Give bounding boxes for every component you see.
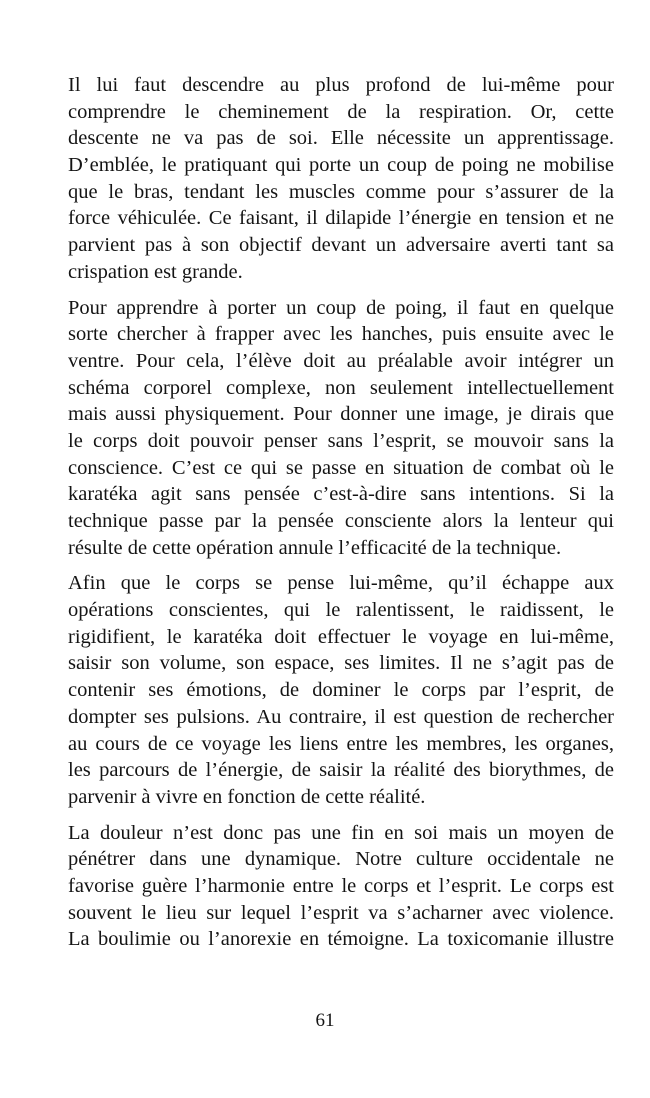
text-line: parvenir à vivre en fonction de cette réalité.: [68, 785, 426, 808]
text-line: Afin que le corps se pense lui-même, qu’il échappe aux: [68, 572, 614, 595]
paragraph: [68, 570, 614, 810]
text-line: parvient pas à son objectif devant un adversaire averti tant sa: [68, 234, 614, 257]
paragraph: [68, 820, 614, 953]
text-line: au cours de ce voyage les liens entre les membres, les organes,: [68, 732, 614, 755]
text-line: La douleur n’est donc pas une fin en soi mais un moyen de: [68, 821, 614, 844]
text-line: comprendre le cheminement de la respiration. Or, cette: [68, 100, 614, 123]
paragraph: [68, 72, 614, 286]
text-line: rigidifient, le karatéka doit effectuer le voyage en lui-même,: [68, 625, 614, 648]
text-line: conscience. C’est ce qui se passe en situation de combat où le: [68, 456, 614, 479]
text-line: que le bras, tendant les muscles comme pour s’assurer de la: [68, 180, 614, 203]
text-line: dompter ses pulsions. Au contraire, il est question de rechercher: [68, 705, 614, 728]
text-line: contenir ses émotions, de dominer le corps par l’esprit, de: [68, 679, 614, 702]
text-line: descente ne va pas de soi. Elle nécessite un apprentissage.: [68, 127, 614, 150]
text-line: crispation est grande.: [68, 260, 243, 283]
text-line: résulte de cette opération annule l’efficacité de la technique.: [68, 536, 562, 559]
text-line: Il lui faut descendre au plus profond de lui-même pour: [68, 74, 614, 96]
text-line: Pour apprendre à porter un coup de poing, il faut en quelque: [68, 296, 614, 319]
text-line: schéma corporel complexe, non seulement intellectuellement: [68, 376, 614, 399]
page-number: 61: [315, 1010, 335, 1031]
text-line: ventre. Pour cela, l’élève doit au préalable avoir intégrer un: [68, 349, 614, 372]
text-line: mais aussi physiquement. Pour donner une image, je dirais que: [68, 403, 614, 426]
text-line: D’emblée, le pratiquant qui porte un coup de poing ne mobilise: [68, 154, 614, 177]
text-line: La boulimie ou l’anorexie en témoigne. La toxicomanie illustre: [68, 928, 614, 951]
text-line: les parcours de l’énergie, de saisir la réalité des biorythmes, de: [68, 759, 614, 782]
text-line: opérations conscientes, qui le ralentissent, le raidissent, le: [68, 599, 614, 622]
text-line: saisir son volume, son espace, ses limites. Il ne s’agit pas de: [68, 652, 614, 675]
text-line: karatéka agit sans pensée c’est-à-dire sans intentions. Si la: [68, 483, 614, 506]
text-line: souvent le lieu sur lequel l’esprit va s’acharner avec violence.: [68, 901, 614, 924]
text-line: pénétrer dans une dynamique. Notre culture occidentale ne: [68, 848, 614, 871]
text-line: sorte chercher à frapper avec les hanches, puis ensuite avec le: [68, 323, 614, 346]
text-line: technique passe par la pensée consciente alors la lenteur qui: [68, 510, 614, 532]
text-line: le corps doit pouvoir penser sans l’esprit, se mouvoir sans la: [68, 429, 614, 452]
text-line: favorise guère l’harmonie entre le corps et l’esprit. Le corps est: [68, 874, 614, 897]
text-line: force véhiculée. Ce faisant, il dilapide l’énergie en tension et ne: [68, 207, 614, 230]
body-text: [68, 72, 614, 962]
paragraph: [68, 295, 614, 562]
